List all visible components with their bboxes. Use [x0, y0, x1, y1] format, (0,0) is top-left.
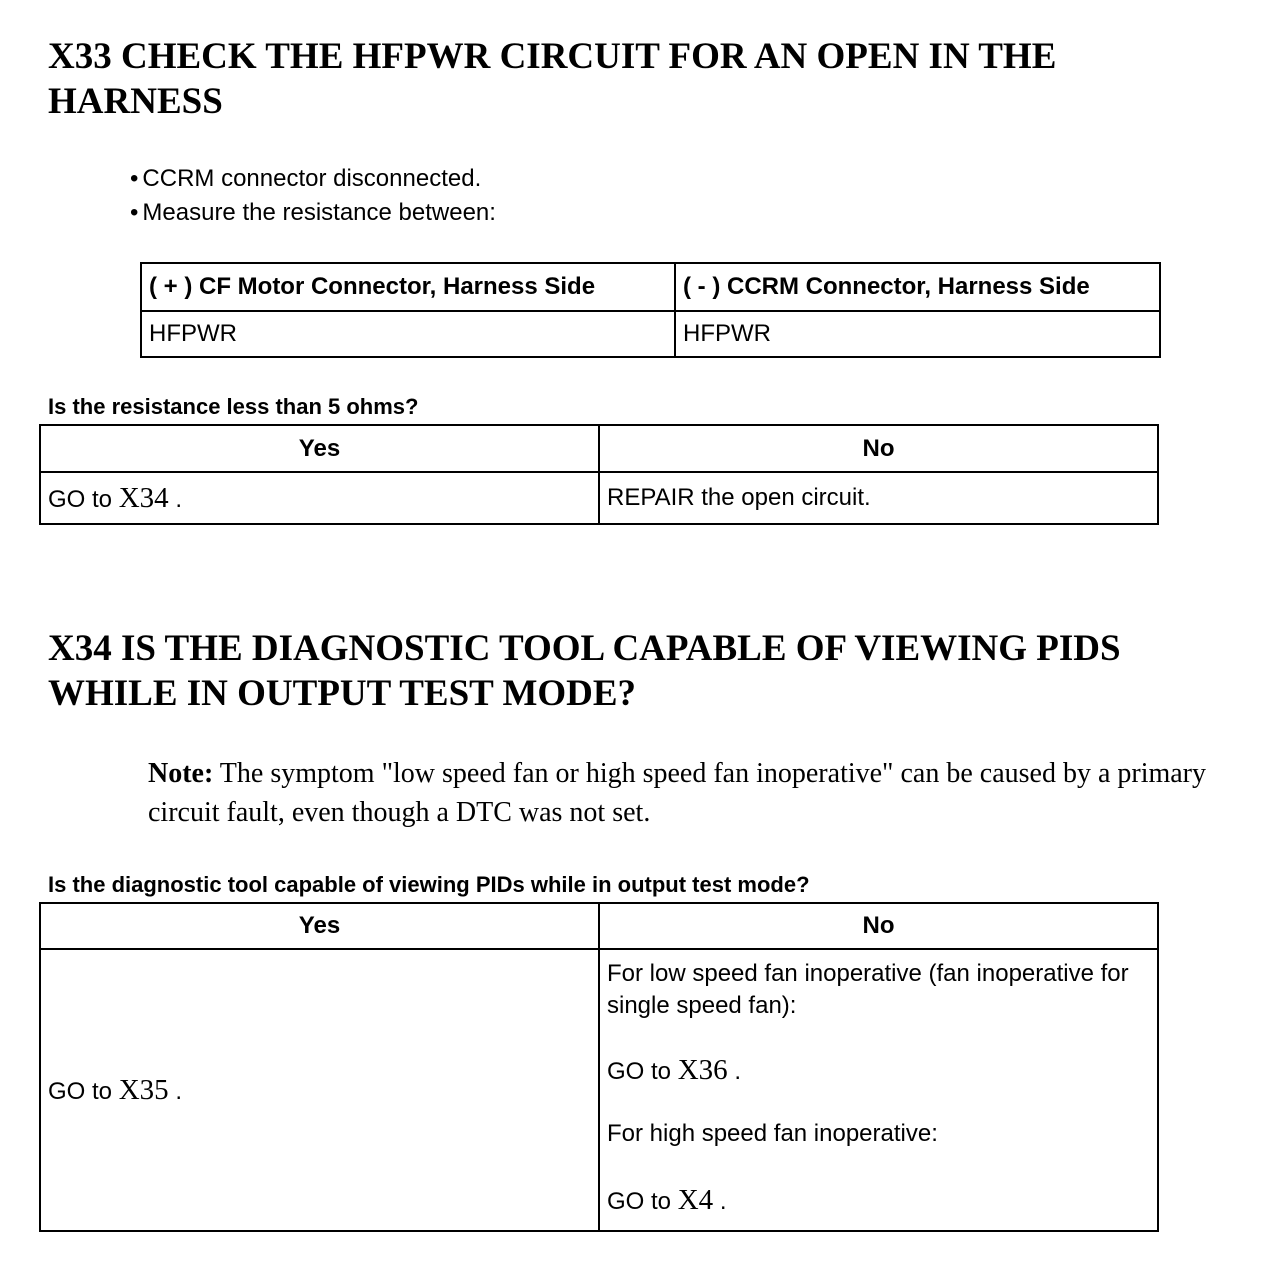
no-header: No	[599, 903, 1158, 949]
go-to-text: GO to	[48, 1077, 113, 1105]
x33-heading: X33 CHECK THE HFPWR CIRCUIT FOR AN OPEN IN THE HARNESS	[48, 36, 1057, 122]
no-cell: For low speed fan inoperative (fan inoperative for single speed fan): GO to X36 . For high speed fan inoperative: GO to X4 .	[599, 949, 1158, 1231]
x33-answer-table	[39, 424, 1159, 525]
high-speed-text: For high speed fan inoperative:	[607, 1120, 938, 1147]
x34-note	[148, 754, 1248, 832]
note-text: The symptom "low speed fan or high speed fan inoperative" can be caused by a primary circuit fault, even though a DTC was not set.	[148, 758, 1207, 828]
low-speed-text: For low speed fan inoperative (fan inoperative for single speed fan):	[607, 960, 1129, 1019]
link-x4[interactable]: X4	[677, 1184, 714, 1216]
note-label: Note:	[148, 758, 214, 789]
no-header: No	[599, 425, 1158, 472]
yes-cell: GO to X34 .	[40, 472, 599, 524]
bullet-item: • Measure the resistance between:	[130, 196, 496, 230]
bullet-item: • CCRM connector disconnected.	[130, 162, 496, 196]
go-to-text: GO to	[607, 1188, 672, 1215]
x34-question: Is the diagnostic tool capable of viewing PIDs while in output test mode?	[48, 872, 810, 897]
measurement-table	[140, 262, 1161, 358]
go-to-text: GO to	[48, 485, 113, 513]
x33-question: Is the resistance less than 5 ohms?	[48, 394, 419, 419]
cell-negative: HFPWR	[675, 311, 1160, 357]
yes-header: Yes	[40, 903, 599, 949]
header-positive: ( + ) CF Motor Connector, Harness Side	[141, 263, 675, 311]
cell-positive: HFPWR	[141, 311, 675, 357]
yes-cell: GO to X35 .	[40, 949, 599, 1231]
link-x34[interactable]: X34	[118, 481, 169, 514]
link-x35[interactable]: X35	[118, 1073, 169, 1106]
link-x36[interactable]: X36	[677, 1054, 728, 1086]
header-negative: ( - ) CCRM Connector, Harness Side	[675, 263, 1160, 311]
no-cell: REPAIR the open circuit.	[599, 472, 1158, 524]
x34-answer-table	[39, 902, 1159, 1232]
x33-bullets	[130, 162, 496, 230]
yes-header: Yes	[40, 425, 599, 472]
x34-heading: X34 IS THE DIAGNOSTIC TOOL CAPABLE OF VIEWING PIDS WHILE IN OUTPUT TEST MODE?	[48, 628, 1121, 714]
go-to-text: GO to	[607, 1058, 672, 1085]
